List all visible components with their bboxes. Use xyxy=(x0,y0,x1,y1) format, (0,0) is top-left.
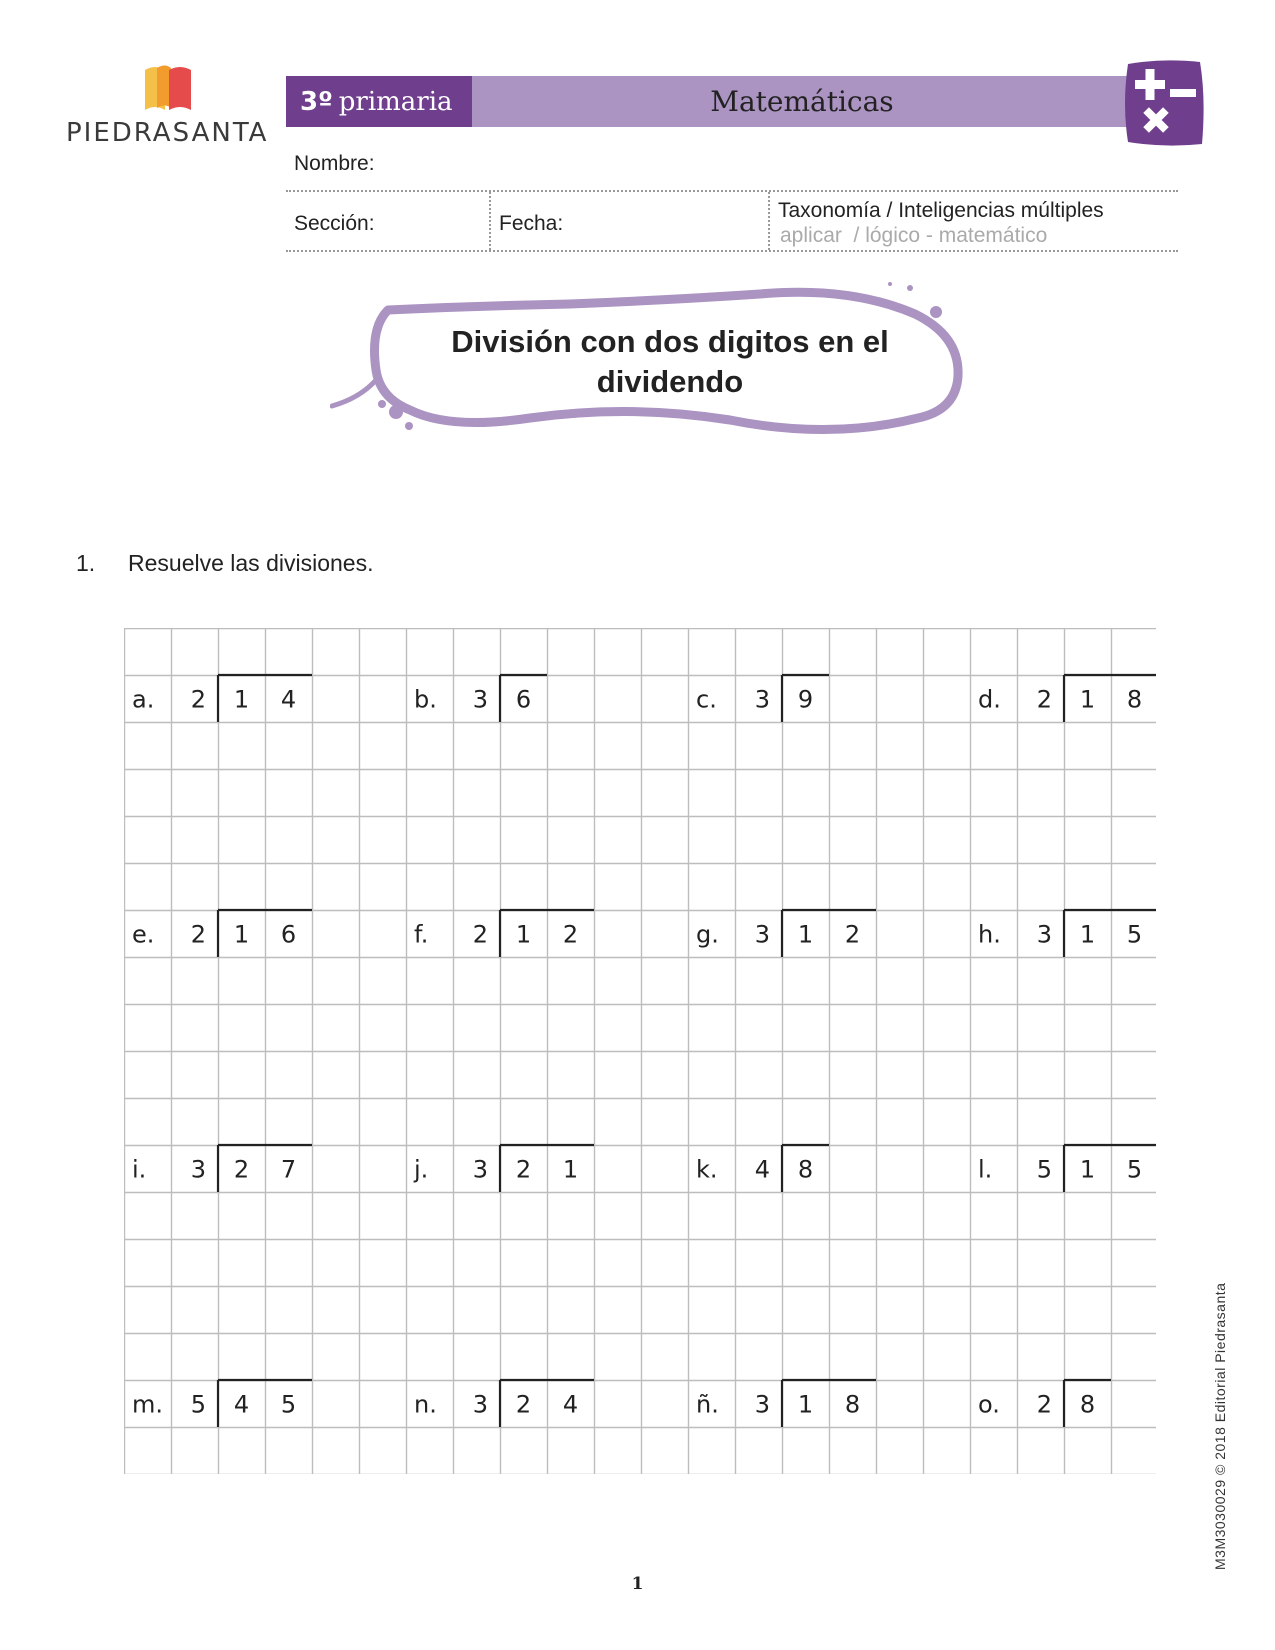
date-label: Fecha: xyxy=(499,212,564,235)
problem-label: o. xyxy=(978,1390,1000,1419)
problem-label: g. xyxy=(696,920,719,949)
dividend-digit: 1 xyxy=(233,685,250,714)
dividend-digit: 5 xyxy=(280,1390,297,1419)
divisor-digit: 3 xyxy=(754,685,770,714)
section-label: Sección: xyxy=(294,212,375,235)
dividend-digit: 7 xyxy=(280,1155,297,1184)
divisor-digit: 3 xyxy=(1036,920,1052,949)
problem-label: b. xyxy=(414,685,437,714)
dividend-digit: 5 xyxy=(1126,1155,1143,1184)
divisor-digit: 2 xyxy=(190,685,206,714)
dividend-digit: 8 xyxy=(797,1155,814,1184)
problem-label: e. xyxy=(132,920,155,949)
dividend-digit: 1 xyxy=(1079,685,1096,714)
copyright-code: M3M3030029 © 2018 Editorial Piedrasanta xyxy=(1212,1282,1228,1570)
dividend-digit: 4 xyxy=(233,1390,250,1419)
problem-label: k. xyxy=(696,1155,718,1184)
name-label: Nombre: xyxy=(294,152,375,175)
problem-label: c. xyxy=(696,685,717,714)
problem-label: n. xyxy=(414,1390,437,1419)
instruction-number: 1. xyxy=(76,550,96,576)
dividend-digit: 1 xyxy=(562,1155,579,1184)
problem-label: a. xyxy=(132,685,155,714)
divisor-digit: 3 xyxy=(472,1390,488,1419)
instruction-text: Resuelve las divisiones. xyxy=(128,550,374,576)
logo-book-icon xyxy=(143,64,193,119)
worksheet-title xyxy=(400,322,940,402)
taxonomy-value: aplicar / lógico - matemático xyxy=(780,224,1048,247)
divisor-digit: 3 xyxy=(190,1155,206,1184)
dividend-digit: 1 xyxy=(1079,1155,1096,1184)
dividend-digit: 4 xyxy=(280,685,297,714)
dividend-digit: 8 xyxy=(1126,685,1143,714)
subject-title: Matemáticas xyxy=(472,76,1132,127)
form-divider xyxy=(768,192,770,250)
worksheet-title-line: dividendo xyxy=(596,364,744,399)
dividend-digit: 1 xyxy=(1079,920,1096,949)
grade-text: primaria xyxy=(338,86,453,117)
taxonomy-label: Taxonomía / Inteligencias múltiples xyxy=(778,199,1104,222)
dividend-digit: 2 xyxy=(515,1390,532,1419)
division-grid xyxy=(124,628,1156,1479)
divisor-digit: 3 xyxy=(472,1155,488,1184)
problem-label: l. xyxy=(978,1155,993,1184)
problem-label: h. xyxy=(978,920,1001,949)
division-grid-svg xyxy=(124,628,1156,1474)
dividend-digit: 6 xyxy=(280,920,297,949)
math-operations-icon xyxy=(1122,58,1206,155)
dividend-digit: 2 xyxy=(562,920,579,949)
dividend-digit: 8 xyxy=(844,1390,861,1419)
grade-badge xyxy=(286,76,472,127)
dividend-digit: 1 xyxy=(233,920,250,949)
dividend-digit: 4 xyxy=(562,1390,579,1419)
problem-label: j. xyxy=(414,1155,429,1184)
dividend-digit: 1 xyxy=(515,920,532,949)
page-number: 1 xyxy=(631,1574,644,1594)
dividend-digit: 5 xyxy=(1126,920,1143,949)
problem-label: i. xyxy=(132,1155,147,1184)
dividend-digit: 6 xyxy=(515,685,532,714)
dividend-digit: 1 xyxy=(797,920,814,949)
divisor-digit: 5 xyxy=(190,1390,206,1419)
divisor-digit: 3 xyxy=(472,685,488,714)
brand-logo-text: PIEDRASANTA xyxy=(66,118,269,148)
divisor-digit: 2 xyxy=(190,920,206,949)
divisor-digit: 2 xyxy=(472,920,488,949)
divisor-digit: 2 xyxy=(1036,1390,1052,1419)
problem-label: ñ. xyxy=(696,1390,719,1419)
problem-label: m. xyxy=(132,1390,164,1419)
grade-number: 3º xyxy=(300,86,333,117)
divisor-digit: 2 xyxy=(1036,685,1052,714)
form-divider xyxy=(489,192,491,250)
dividend-digit: 2 xyxy=(844,920,861,949)
problem-label: d. xyxy=(978,685,1001,714)
form-divider xyxy=(286,190,1178,192)
problem-label: f. xyxy=(414,920,429,949)
dividend-digit: 8 xyxy=(1079,1390,1096,1419)
dividend-digit: 2 xyxy=(233,1155,250,1184)
dividend-digit: 9 xyxy=(797,685,814,714)
form-divider xyxy=(286,250,1178,252)
divisor-digit: 3 xyxy=(754,920,770,949)
divisor-digit: 4 xyxy=(754,1155,770,1184)
dividend-digit: 1 xyxy=(797,1390,814,1419)
worksheet-title-line: División con dos digitos en el xyxy=(451,324,889,359)
divisor-digit: 5 xyxy=(1036,1155,1052,1184)
dividend-digit: 2 xyxy=(515,1155,532,1184)
divisor-digit: 3 xyxy=(754,1390,770,1419)
